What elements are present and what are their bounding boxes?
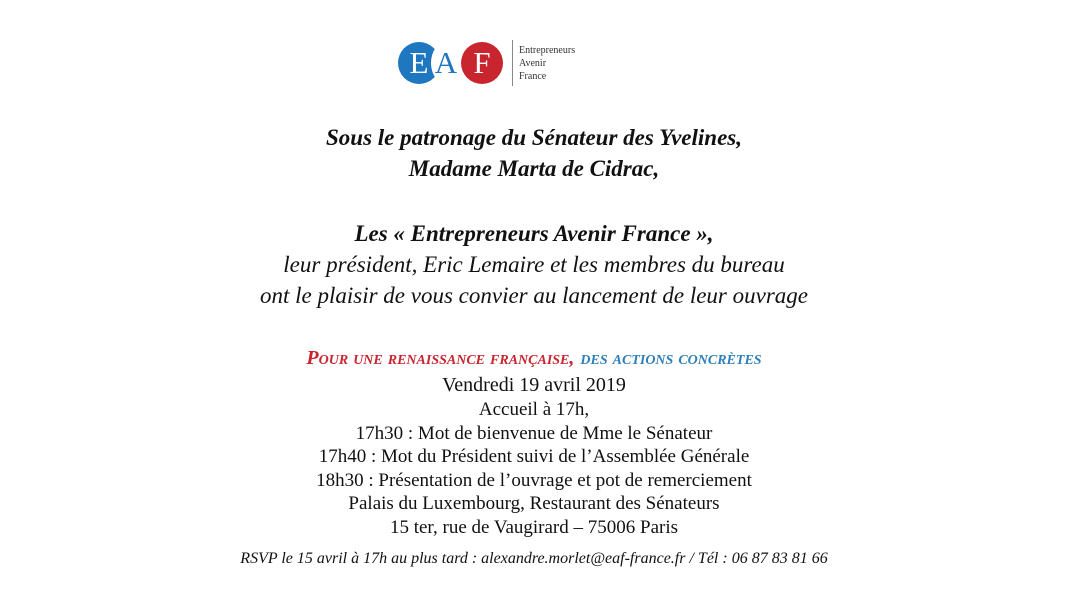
book-title-part-1: Pour une renaissance française,: [306, 347, 575, 369]
venue-name: Palais du Luxembourg, Restaurant des Sénateurs: [348, 493, 720, 514]
patronage-block: [0, 122, 1068, 184]
logo-word-entrepreneurs: Entrepreneurs: [519, 44, 576, 56]
logo-wordmark: [519, 44, 575, 83]
schedule-1830: 18h30 : Présentation de l’ouvrage et pot de remerciement: [316, 469, 752, 491]
book-title-part-2: des actions concrètes: [580, 347, 762, 369]
logo-letter-e: E: [398, 42, 440, 84]
patronage-line-1: Sous le patronage du Sénateur des Yvelines,: [326, 125, 742, 150]
logo-letter-a: A: [431, 42, 461, 84]
patronage-line-2: Madame Marta de Cidrac,: [408, 156, 660, 181]
invitation-line-1: leur président, Eric Lemaire et les membres du bureau: [283, 252, 785, 277]
logo-mark: [398, 40, 506, 86]
logo-word-france: France: [519, 70, 547, 82]
book-title: [0, 345, 1068, 371]
logo-letter-f: F: [461, 42, 503, 84]
event-date: Vendredi 19 avril 2019: [442, 374, 626, 396]
venue-address: 15 ter, rue de Vaugirard – 75006 Paris: [389, 516, 679, 538]
event-details: [0, 373, 1068, 539]
invitation-line-2: ont le plaisir de vous convier au lancement de leur ouvrage: [259, 283, 809, 308]
eaf-logo: [398, 40, 575, 86]
schedule-1730: 17h30 : Mot de bienvenue de Mme le Sénateur: [355, 422, 713, 444]
logo-word-avenir: Avenir: [519, 57, 547, 69]
rsvp-line: RSVP le 15 avril à 17h au plus tard : alexandre.morlet@eaf-france.fr / Tél : 06 87 83 81 66: [240, 550, 828, 567]
schedule-welcome: Accueil à 17h,: [478, 399, 590, 420]
schedule-1740: 17h40 : Mot du Président suivi de l’Assemblée Générale: [318, 446, 750, 467]
organisation-name: Les « Entrepreneurs Avenir France »,: [354, 221, 714, 246]
logo-divider: [512, 40, 513, 86]
invitation-block: [0, 218, 1068, 311]
